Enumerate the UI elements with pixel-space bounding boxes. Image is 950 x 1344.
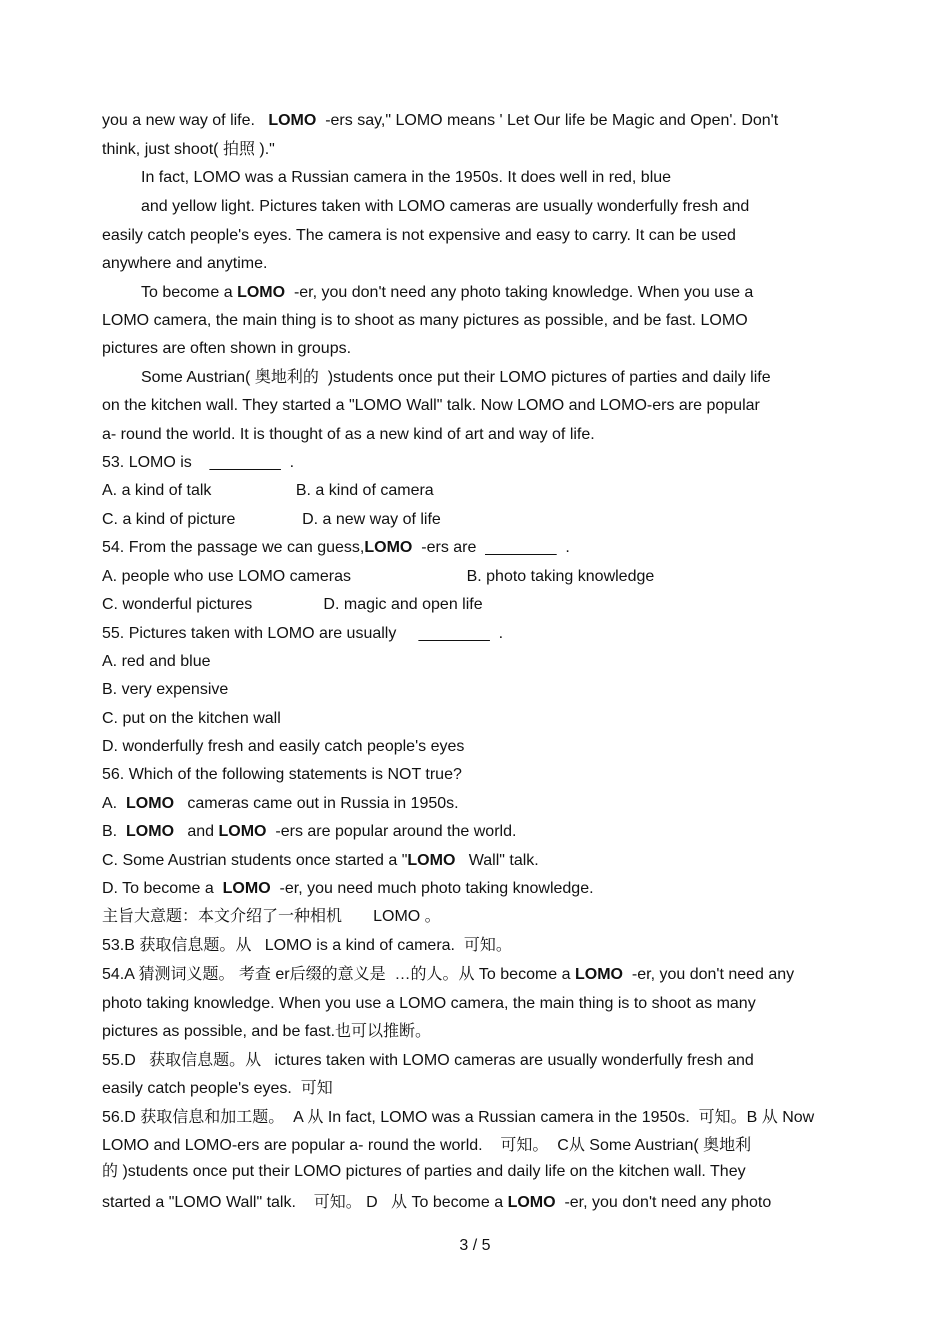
text-line	[102, 624, 503, 644]
text-run: -er, you need much photo taking knowledge.	[270, 880, 594, 897]
text-run: -ers are ________ .	[412, 539, 570, 556]
text-line	[102, 794, 459, 814]
text-run: In fact, LOMO was a Russian camera in the 1950s. It does well in red, blue	[141, 169, 672, 186]
bold-term: LOMO	[126, 795, 175, 812]
bold-term: LOMO	[507, 1194, 556, 1211]
text-line	[102, 737, 464, 757]
text-run: A. people who use LOMO cameras B. photo taking knowledge	[102, 568, 655, 585]
text-run: 54.A 猜测词义题。 考查 er后缀的意义是 …的人。从 To become a	[102, 966, 575, 983]
text-run: A.	[102, 795, 127, 812]
text-run: 的 )students once put their LOMO pictures of parties and daily life on the kitchen wall. They	[102, 1163, 746, 1180]
text-run: -er, you don't need any photo taking knowledge. When you use a	[285, 284, 754, 301]
text-line	[102, 1193, 771, 1213]
text-line	[102, 254, 267, 274]
text-line	[102, 994, 756, 1014]
text-line	[102, 226, 736, 246]
text-run: Some Austrian( 奥地利的 )students once put their LOMO pictures of parties and daily life	[141, 369, 771, 386]
text-run: -ers say," LOMO means ' Let Our life be Magic and Open'. Don't	[316, 112, 779, 129]
text-run: easily catch people's eyes. The camera is not expensive and easy to carry. It can be used	[102, 227, 736, 244]
text-run: C. Some Austrian students once started a "	[102, 852, 408, 869]
bold-term: LOMO	[218, 823, 267, 840]
text-run: 55.D 获取信息题。从 ictures taken with LOMO cameras are usually wonderfully fresh and	[102, 1052, 754, 1069]
text-line	[102, 765, 462, 785]
text-run: easily catch people's eyes. 可知	[102, 1080, 333, 1097]
text-run: 55. Pictures taken with LOMO are usually ________ .	[102, 625, 504, 642]
text-run: and	[174, 823, 219, 840]
text-line	[102, 339, 351, 359]
text-line	[102, 1022, 431, 1042]
text-run: LOMO and LOMO-ers are popular a- round the world. 可知。 C从 Some Austrian( 奥地利	[102, 1137, 752, 1154]
bold-term: LOMO	[575, 966, 623, 983]
text-line	[102, 396, 760, 416]
text-run: Wall" talk.	[455, 852, 539, 869]
text-line	[102, 652, 211, 672]
text-line	[102, 879, 594, 899]
text-run: a- round the world. It is thought of as a new kind of art and way of life.	[102, 426, 595, 443]
text-run: C. wonderful pictures D. magic and open life	[102, 596, 483, 613]
text-line	[141, 283, 753, 303]
text-line	[102, 1051, 754, 1071]
text-line	[102, 1108, 814, 1128]
bold-term: LOMO	[126, 823, 175, 840]
text-line	[102, 510, 441, 530]
text-line	[102, 709, 281, 729]
text-run: on the kitchen wall. They started a "LOMO Wall" talk. Now LOMO and LOMO-ers are popular	[102, 397, 760, 414]
bold-term: LOMO	[268, 112, 317, 129]
text-run: cameras came out in Russia in 1950s.	[174, 795, 459, 812]
page-number: 3 / 5	[459, 1237, 491, 1254]
text-run: you a new way of life.	[102, 112, 269, 129]
text-line	[102, 907, 441, 927]
text-line	[102, 1162, 746, 1182]
text-run: D. wonderfully fresh and easily catch people's eyes	[102, 738, 465, 755]
bold-term: LOMO	[237, 284, 286, 301]
text-run: 54. From the passage we can guess,	[102, 539, 365, 556]
bold-term: LOMO	[364, 539, 413, 556]
text-line	[102, 481, 434, 501]
text-run: 53.B 获取信息题。从 LOMO is a kind of camera. 可知。	[102, 937, 512, 954]
text-run: photo taking knowledge. When you use a LOMO camera, the main thing is to shoot as many	[102, 995, 756, 1012]
bold-term: LOMO	[407, 852, 456, 869]
bold-term: LOMO	[222, 880, 271, 897]
text-line	[141, 368, 771, 388]
text-run: 56. Which of the following statements is NOT true?	[102, 766, 462, 783]
text-line	[102, 453, 294, 473]
text-line	[102, 595, 483, 615]
text-line	[102, 822, 516, 842]
text-run: LOMO camera, the main thing is to shoot as many pictures as possible, and be fast. LOMO	[102, 312, 748, 329]
text-line	[102, 140, 275, 160]
text-run: 主旨大意题：本文介绍了一种相机 LOMO 。	[102, 908, 441, 925]
text-line	[141, 168, 671, 188]
text-line	[102, 567, 654, 587]
text-line	[102, 1079, 333, 1099]
text-run: think, just shoot( 拍照 )."	[102, 141, 275, 158]
text-run: B. very expensive	[102, 681, 229, 698]
text-run: 56.D 获取信息和加工题。 A 从 In fact, LOMO was a Russian camera in the 1950s. 可知。B 从 Now	[102, 1109, 815, 1126]
text-run: and yellow light. Pictures taken with LOMO cameras are usually wonderfully fresh and	[141, 198, 750, 215]
text-line	[102, 111, 778, 131]
text-line	[141, 197, 749, 217]
text-run: B.	[102, 823, 127, 840]
text-run: started a "LOMO Wall" talk. 可知。 D 从 To become a	[102, 1194, 508, 1211]
text-run: anywhere and anytime.	[102, 255, 268, 272]
text-line	[102, 680, 228, 700]
text-run: To become a	[141, 284, 238, 301]
text-run: 53. LOMO is ________ .	[102, 454, 295, 471]
text-line	[102, 936, 512, 956]
text-run: A. a kind of talk B. a kind of camera	[102, 482, 434, 499]
text-line	[102, 311, 748, 331]
text-run: D. To become a	[102, 880, 223, 897]
text-run: A. red and blue	[102, 653, 211, 670]
text-line	[102, 965, 794, 985]
text-line	[102, 425, 595, 445]
text-run: pictures are often shown in groups.	[102, 340, 352, 357]
text-run: pictures as possible, and be fast.也可以推断。	[102, 1023, 432, 1040]
text-run: -er, you don't need any photo	[555, 1194, 772, 1211]
text-run: C. a kind of picture D. a new way of life	[102, 511, 441, 528]
text-line	[102, 538, 570, 558]
text-line	[102, 1136, 751, 1156]
text-run: -er, you don't need any	[623, 966, 795, 983]
text-line	[102, 851, 539, 871]
text-run: -ers are popular around the world.	[266, 823, 517, 840]
text-run: C. put on the kitchen wall	[102, 710, 281, 727]
